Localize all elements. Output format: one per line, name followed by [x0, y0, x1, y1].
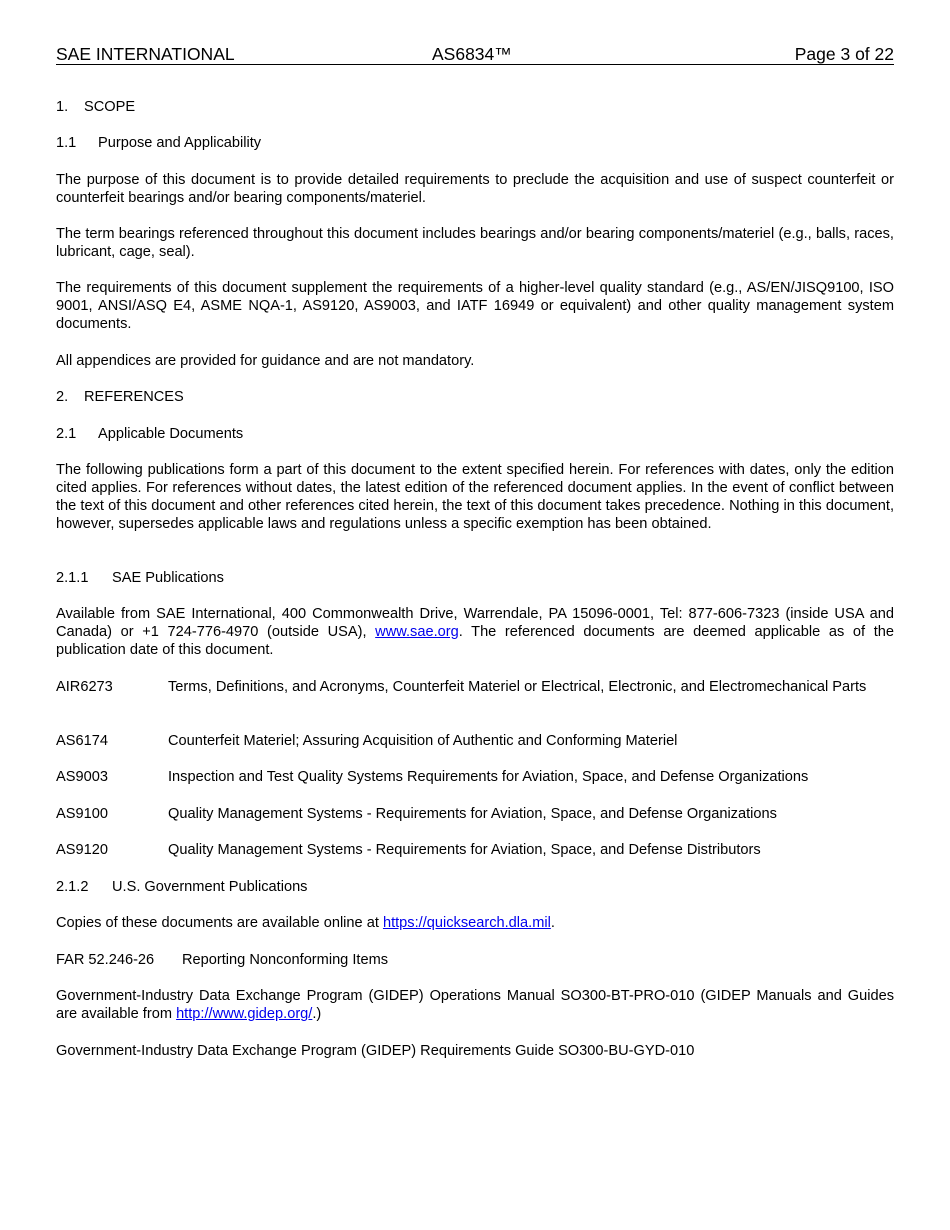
section-title: SAE Publications [112, 570, 224, 586]
reference-code: AS9120 [56, 842, 108, 858]
reference-title: Inspection and Test Quality Systems Requirements for Aviation, Space, and Defense Organizations [168, 769, 809, 785]
section-title: REFERENCES [84, 389, 184, 405]
reference-entry [56, 805, 894, 823]
dla-quicksearch-link[interactable]: https://quicksearch.dla.mil [382, 915, 551, 931]
section-2-1-2-heading [56, 878, 894, 896]
far-reference-entry [56, 951, 894, 969]
section-number: 2.1 [56, 426, 77, 442]
section-title: Purpose and Applicability [98, 135, 262, 151]
paragraph-applicable-documents: The following publications form a part of this document to the extent specified herein. For references with dates, only the edition cited applies. For references without dates, the latest edition of the referenced document applies. In the event of conflict between the text of this document and other references cited herein, the text of this document takes precedence. Nothing in this document, however, supersedes applicable laws and regulations unless a specific exemption has been obtained. [56, 462, 894, 532]
gidep-website-link[interactable]: http://www.gidep.org/ [176, 1006, 313, 1022]
section-1-1-heading [56, 134, 894, 152]
section-number: 2.1.2 [56, 879, 89, 895]
header-doc-id: AS6834™ [432, 44, 512, 64]
reference-entry [56, 732, 894, 750]
page-header [56, 44, 894, 65]
reference-title: Counterfeit Materiel; Assuring Acquisition of Authentic and Conforming Materiel [168, 733, 678, 749]
section-2-1-1-heading [56, 569, 894, 587]
section-number: 1.1 [56, 135, 77, 151]
text: Copies of these documents are available online at [56, 915, 383, 931]
header-org: SAE INTERNATIONAL [56, 44, 235, 64]
sae-website-link[interactable]: www.sae.org [375, 624, 459, 640]
paragraph-gidep-requirements-guide: Government-Industry Data Exchange Program (GIDEP) Requirements Guide SO300-BU-GYD-010 [56, 1043, 695, 1059]
reference-code: AS9003 [56, 769, 108, 785]
text: Government-Industry Data Exchange Program (GIDEP) Operations Manual SO300-BT-PRO-010 (GIDEP Manuals and Guides are available from [56, 988, 894, 1022]
reference-title: Terms, Definitions, and Acronyms, Counterfeit Materiel or Electrical, Electronic, and Electromechanical Parts [168, 679, 867, 695]
reference-code: AIR6273 [56, 679, 113, 695]
text: Available from SAE International, 400 Commonwealth Drive, Warrendale, PA 15096-0001, Tel: 877-606-7323 (inside USA and Canada) or +1 724-776-4970 (outside USA), [56, 606, 894, 640]
paragraph-appendices: All appendices are provided for guidance and are not mandatory. [56, 353, 475, 369]
reference-entry [56, 678, 894, 714]
reference-code: FAR 52.246-26 [56, 952, 155, 968]
header-page-number: Page 3 of 22 [794, 44, 894, 64]
reference-entry [56, 841, 894, 859]
reference-title: Quality Management Systems - Requirements for Aviation, Space, and Defense Distributors [168, 842, 761, 858]
section-title: U.S. Government Publications [112, 879, 308, 895]
text: . [550, 915, 555, 931]
reference-title: Reporting Nonconforming Items [182, 952, 389, 968]
paragraph-gidep-operations-manual [56, 987, 894, 1023]
section-title: Applicable Documents [98, 426, 244, 442]
section-number: 2.1.1 [56, 570, 89, 586]
section-number: 1. [56, 99, 69, 115]
reference-code: AS6174 [56, 733, 108, 749]
reference-title: Quality Management Systems - Requirements for Aviation, Space, and Defense Organizations [168, 806, 777, 822]
text: .) [312, 1006, 322, 1022]
section-1-heading [56, 98, 894, 116]
reference-entry [56, 768, 894, 786]
paragraph-supplement: The requirements of this document supplement the requirements of a higher-level quality standard (e.g., AS/EN/JISQ9100, ISO 9001, ANSI/ASQ E4, ASME NQA-1, AS9120, AS9003, and IATF 16949 or equivalent) and other quality management system documents. [56, 280, 894, 332]
paragraph-dla-availability [56, 914, 894, 932]
paragraph-sae-availability [56, 605, 894, 659]
reference-code: AS9100 [56, 806, 108, 822]
section-number: 2. [56, 389, 69, 405]
text: . The referenced documents are deemed applicable as of the publication date of this document. [56, 624, 894, 658]
section-2-1-heading [56, 425, 894, 443]
paragraph-purpose: The purpose of this document is to provide detailed requirements to preclude the acquisition and use of suspect counterfeit or counterfeit bearings and/or bearing components/materiel. [56, 172, 894, 206]
paragraph-term-bearings: The term bearings referenced throughout this document includes bearings and/or bearing components/materiel (e.g., balls, races, lubricant, cage, seal). [56, 226, 894, 260]
section-title: SCOPE [84, 99, 136, 115]
section-2-heading [56, 388, 894, 406]
